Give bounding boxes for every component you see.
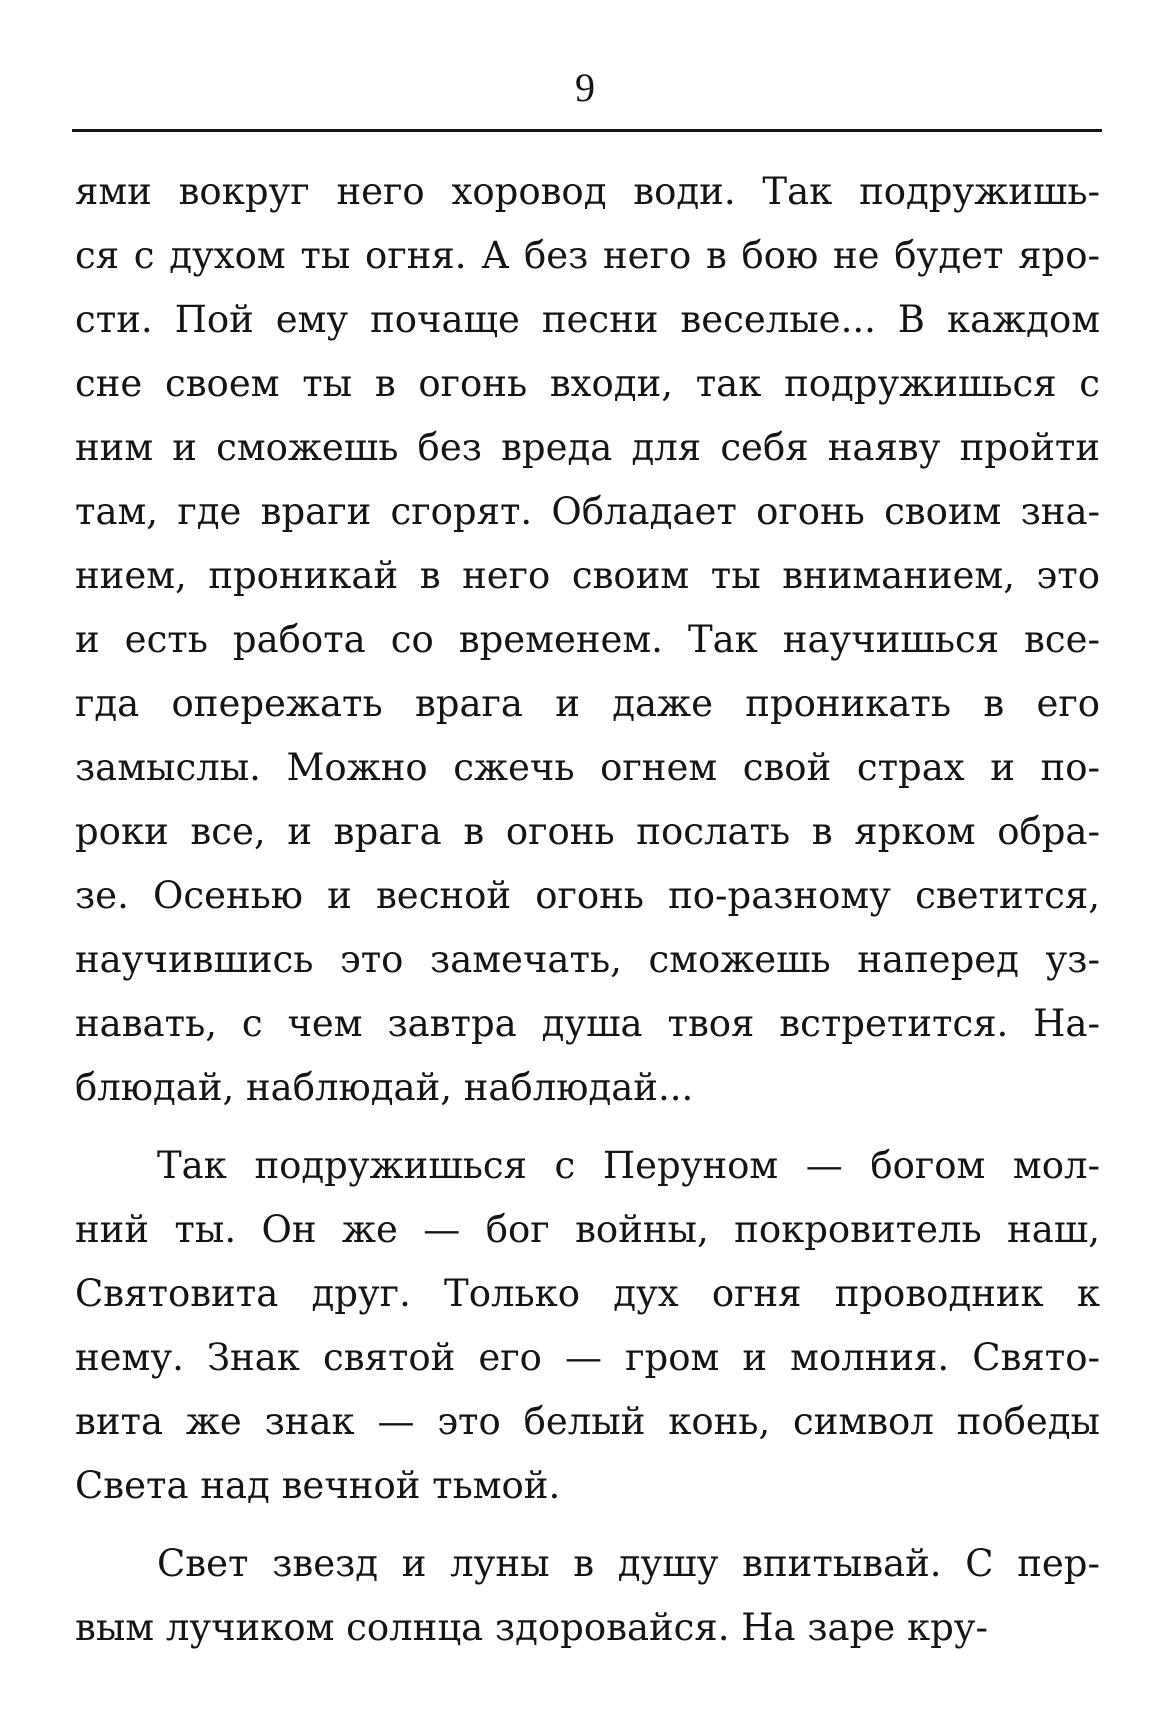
text-line: научившись это замечать, сможешь наперед уз- <box>75 938 1100 981</box>
header-rule <box>72 129 1102 132</box>
text-line: ним и сможешь без вреда для себя наяву пройти <box>75 426 1100 469</box>
text-line: гда опережать врага и даже проникать в его <box>75 682 1100 725</box>
text-line: вита же знак — это белый конь, символ победы <box>75 1400 1100 1443</box>
paragraph-1 <box>75 160 1100 1120</box>
text-line: нему. Знак святой его — гром и молния. Свято- <box>75 1336 1100 1379</box>
paragraph-3 <box>75 1532 1100 1660</box>
text-line: Света над вечной тьмой. <box>75 1464 561 1507</box>
text-line: вым лучиком солнца здоровайся. На заре кру- <box>75 1606 989 1649</box>
text-line: Свет звезд и луны в душу впитывай. С пер- <box>157 1542 1100 1585</box>
text-line: блюдай, наблюдай, наблюдай... <box>75 1066 694 1109</box>
text-line: и есть работа со временем. Так научишься все- <box>75 618 1100 661</box>
text-line: Так подружишься с Перуном — богом мол- <box>157 1144 1100 1187</box>
text-line: роки все, и врага в огонь послать в ярком обра- <box>75 810 1100 853</box>
body-text <box>75 160 1100 1660</box>
text-line: ний ты. Он же — бог войны, покровитель наш, <box>75 1208 1100 1251</box>
text-line: сне своем ты в огонь входи, так подружишься с <box>75 362 1100 405</box>
text-line: ся с духом ты огня. А без него в бою не будет яро- <box>75 234 1100 277</box>
text-line: сти. Пой ему почаще песни веселые... В каждом <box>75 298 1100 341</box>
text-line: ями вокруг него хоровод води. Так подружишь- <box>75 170 1100 213</box>
text-line: там, где враги сгорят. Обладает огонь своим зна- <box>75 490 1100 533</box>
page-number: 9 <box>575 65 595 110</box>
text-line: замыслы. Можно сжечь огнем свой страх и по- <box>75 746 1100 789</box>
paragraph-2 <box>75 1134 1100 1518</box>
text-line: нием, проникай в него своим ты вниманием, это <box>75 554 1100 597</box>
paragraph-spacer <box>75 1120 1100 1134</box>
text-line: зе. Осенью и весной огонь по-разному светится, <box>75 874 1100 917</box>
text-line: Святовита друг. Только дух огня проводник к <box>75 1272 1100 1315</box>
paragraph-spacer <box>75 1518 1100 1532</box>
text-line: навать, с чем завтра душа твоя встретится. На- <box>75 1002 1100 1045</box>
